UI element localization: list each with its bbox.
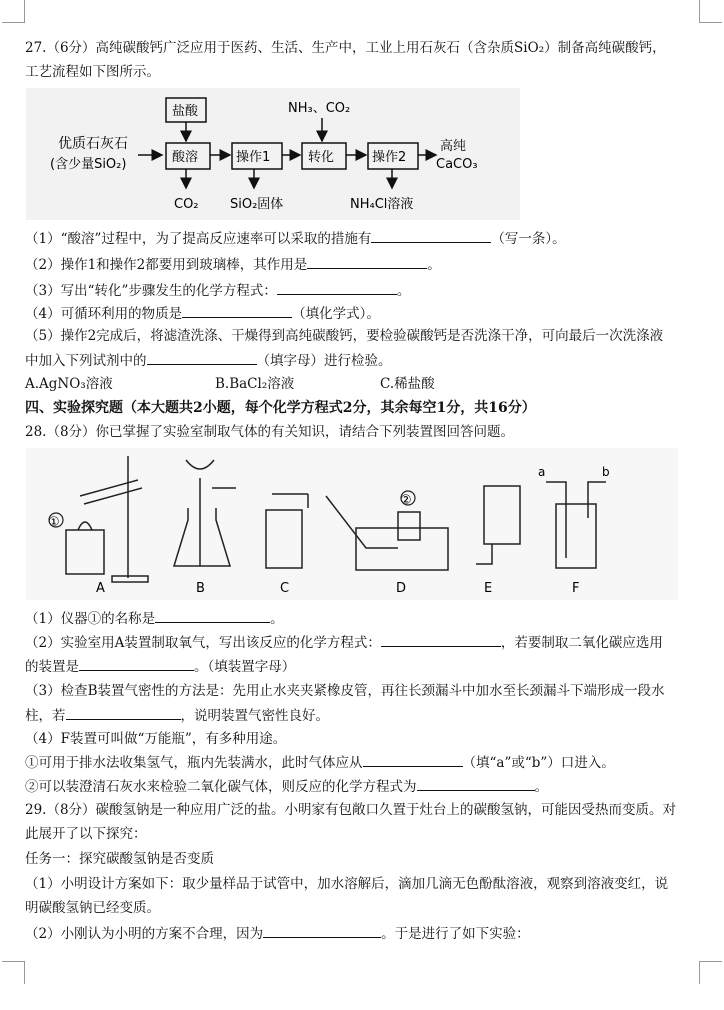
q28-sub2-mid: ，若要制取二氧化碳应选用 (500, 635, 663, 651)
flow-out-nh4cl: NH₄Cl溶液 (350, 197, 414, 212)
q27-line1: 27.（6分）高纯碳酸钙广泛应用于医药、生活、生产中，工业上用石灰石（含杂质SiO₂）制备高纯碳酸钙， (25, 40, 666, 56)
q29-sub2 (25, 923, 530, 944)
q27-sub1 (25, 228, 566, 249)
q27-sub2-end: 。 (427, 257, 441, 273)
q29-sub2-text: （2）小刚认为小明的方案不合理，因为 (25, 926, 264, 942)
q27-sub3-text: （3）写出“转化”步骤发生的化学方程式： (25, 283, 277, 299)
q28-sub1-end: 。 (270, 611, 284, 627)
q28-sub3-line2 (25, 705, 329, 726)
apparatus-svg (26, 448, 678, 600)
option-b: B.BaCl₂溶液 (215, 376, 295, 392)
q28-sub1 (25, 608, 284, 629)
answer-blank[interactable] (147, 350, 257, 365)
q28-sub4-2-end: 。 (534, 779, 548, 795)
lab-apparatus-figure (26, 448, 678, 600)
q27-sub5-line1: （5）操作2完成后，将滤渣洗涤、干燥得到高纯碳酸钙，要检验碳酸钙是否洗涤干净，可向最后一次洗涤液 (25, 328, 664, 344)
answer-blank[interactable] (155, 608, 270, 623)
section4-heading: 四、实验探究题（本大题共2小题，每个化学方程式2分，其余每空1分，共16分） (25, 400, 536, 416)
q29-sub1-line2: 明碳酸氢钠已经变质。 (25, 900, 160, 916)
q28-sub3-line1: （3）检查B装置气密性的方法是：先用止水夹夹紧橡皮管，再往长颈漏斗中加水至长颈漏斗下端形成一段水 (25, 683, 665, 699)
q27-sub3 (25, 280, 410, 301)
apparatus-d (326, 496, 448, 570)
label-f: F (572, 581, 580, 596)
answer-blank[interactable] (363, 752, 463, 767)
q29-sub1-line1: （1）小明设计方案如下：取少量样品于试管中，加水溶解后，滴加几滴无色酚酞溶液，观察到溶液变红，说 (25, 876, 669, 892)
q28-sub3-end: ，说明装置气密性良好。 (180, 708, 329, 724)
q28-sub4-1 (25, 752, 615, 773)
apparatus-a (66, 456, 148, 582)
option-c: C.稀盐酸 (380, 376, 435, 392)
flow-convert: 转化 (308, 150, 335, 165)
label-a: A (96, 581, 105, 596)
flow-out-sio2: SiO₂固体 (230, 197, 284, 212)
answer-blank[interactable] (182, 303, 292, 318)
q27-sub4 (25, 303, 380, 324)
q28-sub3-text: 柱，若 (25, 708, 66, 724)
q27-sub4-text: （4）可循环利用的物质是 (25, 306, 183, 322)
flow-raw-material-line2: (含少量SiO₂) (50, 157, 127, 172)
q27-sub5-line2 (25, 350, 392, 371)
process-flow-diagram (26, 88, 520, 220)
label-d: D (396, 581, 407, 596)
q28-sub2-end: 。（填装置字母） (194, 659, 296, 675)
q28-sub2-text2: 的装置是 (25, 659, 79, 675)
flow-product-line2: CaCO₃ (436, 157, 478, 172)
q29-line1: 29.（8分）碳酸氢钠是一种应用广泛的盐。小明家有包敞口久置于灶台上的碳酸氢钠，可能因受热而变质。对 (25, 802, 677, 818)
q27-sub4-end: （填化学式）。 (292, 306, 380, 322)
flow-op1: 操作1 (236, 150, 271, 165)
apparatus-e (476, 486, 520, 564)
crop-mark-bottom-left (2, 961, 25, 984)
q28-sub1-text: （1）仪器①的名称是 (25, 611, 156, 627)
q28-sub4-2 (25, 776, 548, 797)
answer-blank[interactable] (277, 280, 397, 295)
q27-sub1-end: （写一条）。 (491, 231, 566, 247)
answer-blank[interactable] (417, 776, 535, 791)
q29-task1: 任务一：探究碳酸氢钠是否变质 (25, 851, 214, 867)
q28-sub4-1-text: ①可用于排水法收集氢气，瓶内先装满水，此时气体应从 (25, 755, 363, 771)
q27-sub3-end: 。 (396, 283, 411, 299)
apparatus-c (266, 494, 308, 568)
label-port-a: a (538, 465, 546, 479)
crop-mark-bottom-right (699, 961, 722, 984)
answer-blank[interactable] (79, 656, 194, 671)
label-b: B (196, 581, 205, 596)
q27-sub2-text: （2）操作1和操作2都要用到玻璃棒，其作用是 (25, 257, 308, 273)
q28-sub4-2-text: ②可以装澄清石灰水来检验二氧化碳气体，则反应的化学方程式为 (25, 779, 417, 795)
q28-sub2-text: （2）实验室用A装置制取氧气，写出该反应的化学方程式： (25, 635, 381, 651)
apparatus-b (174, 460, 236, 566)
q27-sub2 (25, 254, 441, 275)
label-e: E (484, 581, 493, 596)
answer-blank[interactable] (263, 923, 381, 938)
answer-blank[interactable] (371, 228, 491, 243)
flow-product-line1: 高纯 (440, 139, 467, 154)
flow-op2: 操作2 (372, 150, 407, 165)
q28-sub2-line2 (25, 656, 295, 677)
apparatus-f (546, 482, 606, 568)
answer-blank[interactable] (381, 632, 501, 647)
q28-sub4: （4）F装置可叫做“万能瓶”，有多种用途。 (25, 731, 287, 747)
crop-mark-top-right (699, 0, 722, 23)
q28-intro: 28.（8分）你已掌握了实验室制取气体的有关知识，请结合下列装置图回答问题。 (25, 424, 515, 440)
q27-options (25, 374, 435, 394)
flow-reagents: NH₃、CO₂ (288, 101, 351, 116)
q27-sub5-text: 中加入下列试剂中的 (25, 353, 147, 369)
answer-blank[interactable] (66, 705, 181, 720)
crop-mark-top-left (2, 0, 25, 23)
q27-line2: 工艺流程如下图所示。 (25, 64, 160, 80)
q27-sub5-end: （填字母）进行检验。 (256, 353, 392, 369)
marker-1: ① (48, 515, 60, 530)
flow-acid: 盐酸 (172, 104, 199, 119)
flow-dissolve: 酸溶 (172, 150, 199, 165)
q29-line2: 此展开了以下探究： (25, 826, 147, 842)
label-c: C (280, 581, 290, 596)
q28-sub4-1-end: （填“a”或“b”）口进入。 (462, 755, 615, 771)
marker-2: ② (400, 493, 412, 508)
q29-sub2-end: 。于是进行了如下实验： (381, 926, 530, 942)
process-flow-svg (26, 88, 520, 220)
option-a: A.AgNO₃溶液 (25, 376, 113, 392)
answer-blank[interactable] (307, 254, 427, 269)
q28-sub2-line1 (25, 632, 663, 653)
flow-raw-material-line1: 优质石灰石 (58, 136, 128, 152)
q27-sub1-text: （1）“酸溶”过程中，为了提高反应速率可以采取的措施有 (25, 231, 372, 247)
flow-out-co2: CO₂ (174, 197, 199, 212)
label-port-b: b (602, 465, 610, 479)
